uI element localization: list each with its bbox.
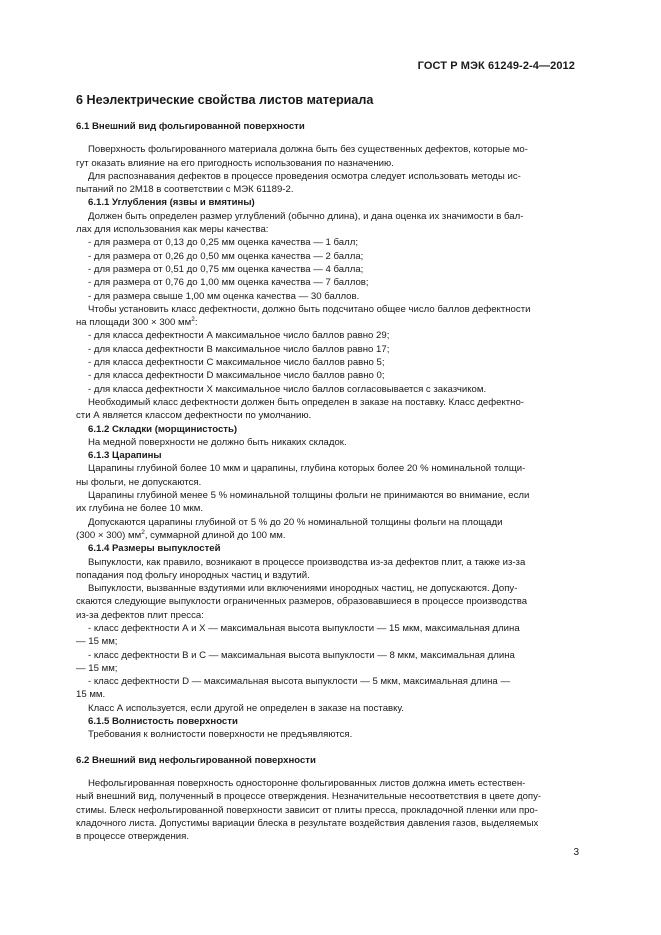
defect-class-item: - для класса дефектности X максимальное число баллов согласовывается с заказчиком. — [88, 383, 487, 395]
section-6-2-title: 6.2 Внешний вид нефольгированной поверхности — [76, 754, 316, 766]
defect-class-item: - для класса дефектности D максимальное число баллов равно 0; — [88, 370, 385, 382]
bump-class-item: - класс дефектности D — максимальная высота выпуклости — 5 мкм, максимальная длина — — [88, 676, 511, 688]
quality-item: - для размера от 0,76 до 1,00 мм оценка качества — 7 баллов; — [88, 277, 369, 289]
quality-item: - для размера от 0,51 до 0,75 мм оценка качества — 4 балла; — [88, 263, 364, 275]
defect-class-item: - для класса дефектности В максимальное число баллов равно 17; — [88, 343, 390, 355]
section-6-1-5-body: Требования к волнистости поверхности не предъявляются. — [88, 729, 353, 741]
section-6-1-title: 6.1 Внешний вид фольгированной поверхности — [76, 121, 305, 132]
section-6-1-2-title: 6.1.2 Складки (морщинистость) — [88, 423, 238, 435]
section-6-1-5-title: 6.1.5 Волнистость поверхности — [88, 716, 238, 728]
section-6-title: 6 Неэлектрические свойства листов материала — [76, 93, 374, 107]
defect-class-item: - для класса дефектности А максимальное число баллов равно 29; — [88, 330, 390, 342]
section-6-1-4-body: Выпуклости, как правило, возникают в процессе производства из-за дефектов плит, а также из-за попадания под фольгу инородных частиц и вздутий. Выпуклости, вызванные вздутиями или включениями инородных частиц, не допускаются. Допу- скаются следующие выпуклости ограниченных размеров, образовавшиеся в процессе производства из-за дефектов плит пресса: - класс дефектности А и X — максимальная высота выпуклости — 15 мкм, максимальная длина — 15 мм; - класс дефектности В и С — максимальная высота выпуклости — 8 мкм, максимальная длина — 15 мм; - класс дефектности D — максимальная высота выпуклости — 5 мкм, максимальная длина — 15 мм. Класс А используется, если другой не определен в заказе на поставку. — [76, 556, 579, 716]
page-content — [76, 92, 579, 843]
quality-item: - для размера свыше 1,00 мм оценка качества — 30 баллов. — [88, 290, 360, 302]
section-6-1-1-body: Должен быть определен размер углублений (обычно длина), и дана оценка их значимости в бал- лах для использования как меры качества: - для размера от 0,13 до 0,25 мм оценка качества — 1 балл; - для размера от 0,26 до 0,50 мм оценка качества — 2 балла; - для размера от 0,51 до 0,75 мм оценка качества — 4 балла; - для размера от 0,76 до 1,00 мм оценка качества — 7 баллов; - для размера свыше 1,00 мм оценка качества — 30 баллов. Чтобы установить класс дефектности, должно быть подсчитано общее число баллов дефектности на площади 300 × 300 $мм^2$: - для класса дефектности А максимальное число баллов равно 29; - для класса дефектности В максимальное число баллов равно 17; - для класса дефектности С максимальное число баллов равно 5; - для класса дефектности D максимальное число баллов равно 0; - для класса дефектности X максимальное число баллов согласовывается с заказчиком. Необходимый класс дефектности должен быть определен в заказе на поставку. Класс дефектно- сти А является классом дефектности по умолчанию. — [76, 210, 579, 423]
quality-item: - для размера от 0,26 до 0,50 мм оценка качества — 2 балла; — [88, 250, 364, 262]
quality-item: - для размера от 0,13 до 0,25 мм оценка качества — 1 балл; — [88, 237, 359, 249]
bump-class-item: - класс дефектности А и X — максимальная высота выпуклости — 15 мкм, максимальная длина — [88, 622, 520, 634]
defect-class-item: - для класса дефектности С максимальное число баллов равно 5; — [88, 357, 385, 369]
section-6-1-2-body: На медной поверхности не должно быть никаких складок. — [88, 436, 347, 448]
section-6-1-paragraph-1: Поверхность фольгированного материала должна быть без существенных дефектов, которые мо- гут оказать влияние на его пригодность использования по назначению. Для распознавания дефектов в процессе проведения осмотра следует использовать методы ис- пытаний по 2M18 в соответствии с МЭК 61189-2. — [76, 144, 528, 196]
section-6-1-3-body: Царапины глубиной более 10 мкм и царапины, глубина которых более 20 % номинальной толщи- ны фольги, не допускаются. Царапины глубиной менее 5 % номинальной толщины фольги не принимаются во внимание, если их глубина не более 10 мкм. Допускаются царапины глубиной от 5 % до 20 % номинальной толщины фольги на площади (300 × 300) $мм^2$, суммарной длиной до 100 мм. — [76, 463, 530, 541]
section-6-2-body: Нефольгированная поверхность односторонне фольгированных листов должна иметь естествен- ный внешний вид, полученный в процессе отверждения. Незначительные несоответствия в цвете допу- стимы. Блеск нефольгированной поверхности зависит от плиты пресса, прокладочной пленки или про- кладочного листа. Допустимы вариации блеска в результате воздействия давления газов, выделяемых в процессе отверждения. — [76, 777, 542, 843]
page-number: 3 — [573, 847, 579, 858]
document-header: ГОСТ Р МЭК 61249-2-4—2012 — [417, 60, 575, 72]
section-6-1-1-title: 6.1.1 Углубления (язвы и вмятины) — [88, 197, 255, 209]
bump-class-item: - класс дефектности В и С — максимальная высота выпуклости — 8 мкм, максимальная длина — [88, 649, 515, 661]
section-6-1-4-title: 6.1.4 Размеры выпуклостей — [88, 543, 221, 555]
section-6-1-3-title: 6.1.3 Царапины — [88, 450, 162, 462]
